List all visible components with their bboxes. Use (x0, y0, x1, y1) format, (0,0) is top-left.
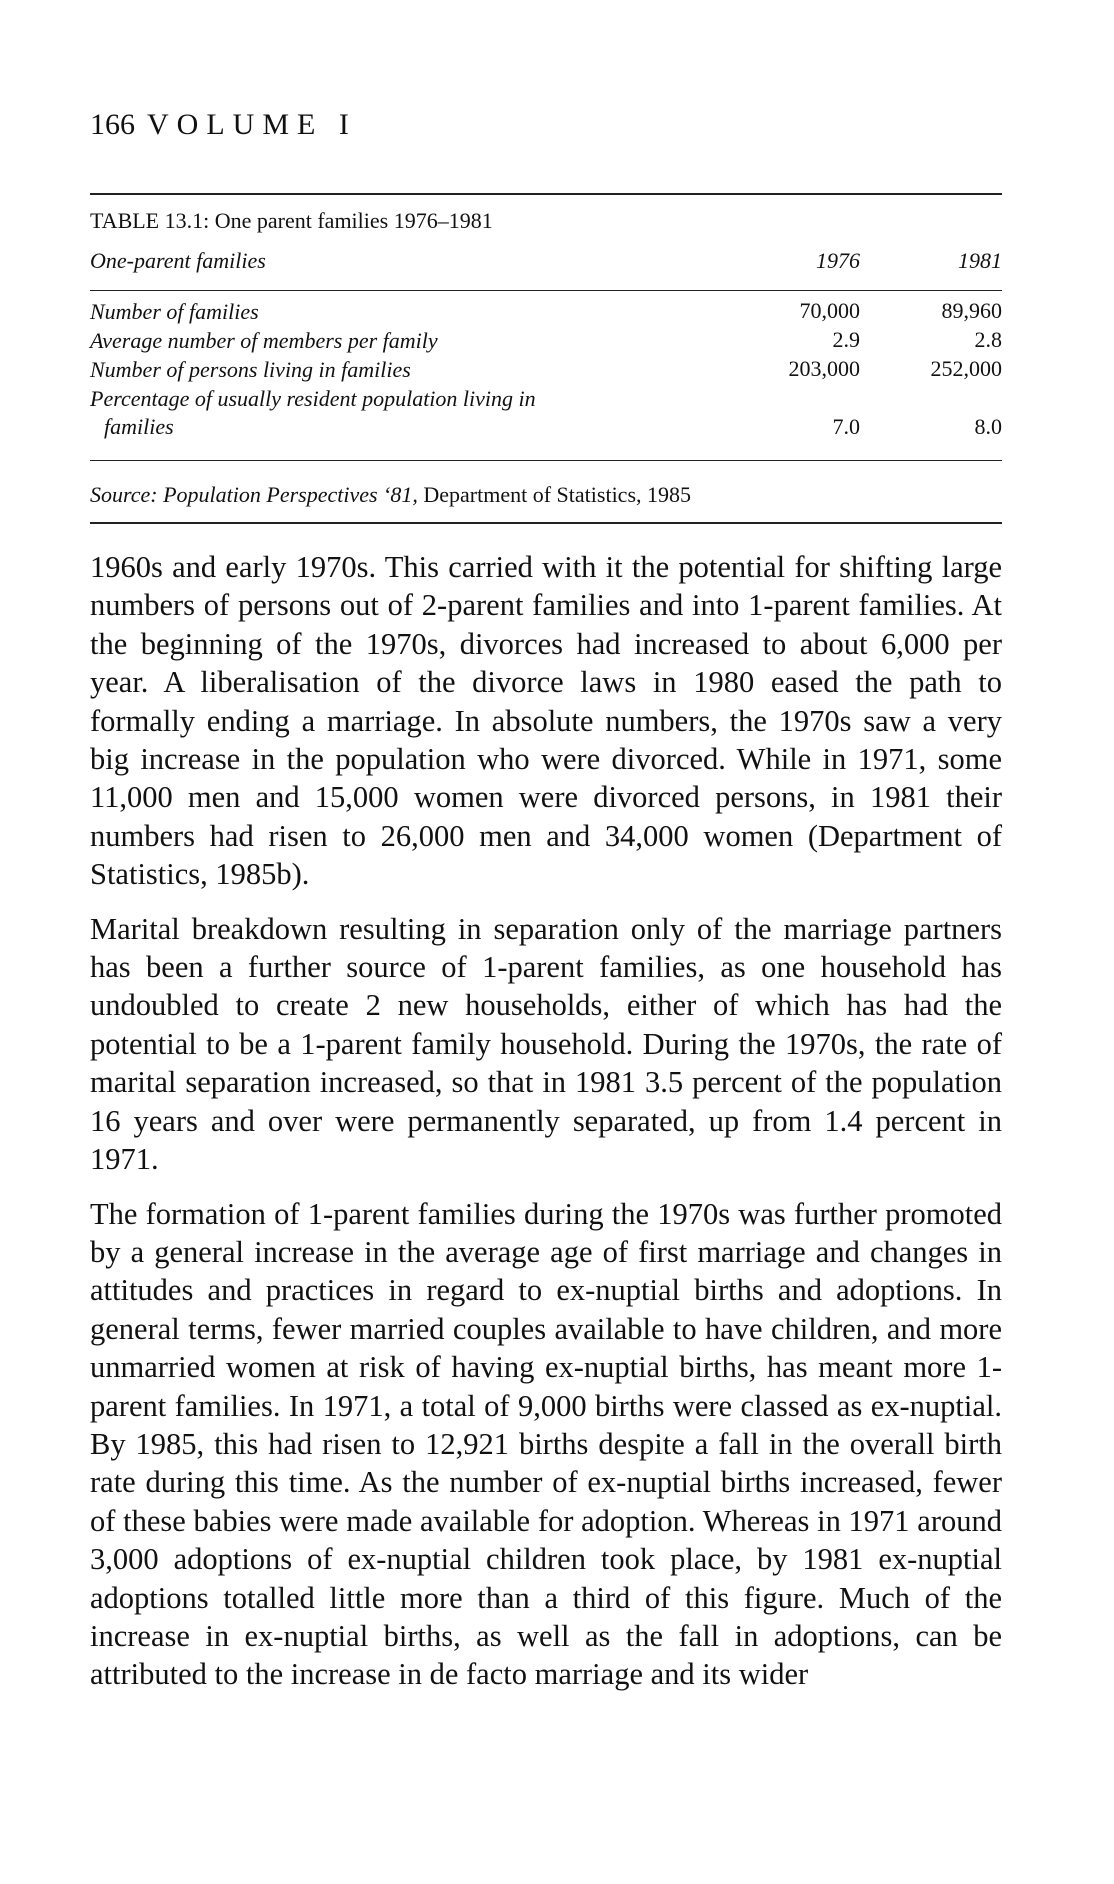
row-label: Number of families (90, 299, 259, 324)
table-row (90, 298, 1002, 326)
table-caption: TABLE 13.1: One parent families 1976–1981 (90, 208, 493, 233)
table-source (90, 482, 691, 508)
page-number: 166 (90, 108, 135, 141)
table-header-label: One-parent families (90, 248, 266, 273)
row-value-1981: 2.8 (974, 327, 1002, 352)
table-row (90, 385, 1002, 443)
row-value-1976: 7.0 (832, 414, 860, 439)
table-row (90, 327, 1002, 355)
table-header-rule (90, 290, 1002, 291)
row-value-1981: 252,000 (930, 356, 1002, 381)
row-value-1981: 89,960 (941, 298, 1002, 323)
running-head (90, 108, 357, 142)
row-label: Percentage of usually resident population living in families (90, 386, 536, 439)
source-title: Population Perspectives ‘81, (163, 482, 418, 507)
row-value-1981: 8.0 (974, 414, 1002, 439)
row-value-1976: 2.9 (832, 327, 860, 352)
table-end-rule (90, 522, 1002, 524)
paragraph: The formation of 1-parent families during the 1970s was further promoted by a general increase in the average age of first marriage and changes in attitudes and practices in regard to ex-nuptial births and adoptions. In general terms, fewer married couples available to have children, and more unmarried women at risk of having ex-nuptial births, has meant more 1-parent families. In 1971, a total of 9,000 births were classed as ex-nuptial. By 1985, this had risen to 12,921 births despite a fall in the overall birth rate during this time. As the number of ex-nuptial births increased, fewer of these babies were made available for adoption. Whereas in 1971 around 3,000 adoptions of ex-nuptial children took place, by 1981 ex-nuptial adoptions totalled little more than a third of this figure. Much of the increase in ex-nuptial births, as well as the fall in adoptions, can be attributed to the increase in de facto marriage and its wider (90, 1196, 1002, 1692)
source-prefix: Source: (90, 482, 158, 507)
row-label: Average number of members per family (90, 328, 438, 353)
body-text (90, 548, 1002, 1710)
table-header-1976: 1976 (816, 248, 860, 273)
row-label: Number of persons living in families (90, 357, 411, 382)
table-row (90, 356, 1002, 384)
row-value-1976: 203,000 (788, 356, 860, 381)
table-top-rule (90, 193, 1002, 195)
source-rest: Department of Statistics, 1985 (423, 482, 692, 507)
paragraph: 1960s and early 1970s. This carried with it the potential for shifting large numbers of persons out of 2-parent families and into 1-parent families. At the beginning of the 1970s, divorces had increased to about 6,000 per year. A liberalisation of the divorce laws in 1980 eased the path to formally ending a marriage. In absolute numbers, the 1970s saw a very big increase in the population who were divorced. While in 1971, some 11,000 men and 15,000 women were divorced persons, in 1981 their numbers had risen to 26,000 men and 34,000 women (Department of Statistics, 1985b). (90, 550, 1002, 892)
table-header-1981: 1981 (958, 248, 1002, 273)
volume-label: VOLUME I (147, 108, 357, 141)
table-bottom-rule (90, 460, 1002, 461)
row-value-1976: 70,000 (799, 298, 860, 323)
paragraph: Marital breakdown resulting in separation only of the marriage partners has been a further source of 1-parent families, as one household has undoubled to create 2 new households, either of which has had the potential to be a 1-parent family household. During the 1970s, the rate of marital separation increased, so that in 1981 3.5 percent of the population 16 years and over were permanently separated, up from 1.4 percent in 1971. (90, 911, 1002, 1177)
